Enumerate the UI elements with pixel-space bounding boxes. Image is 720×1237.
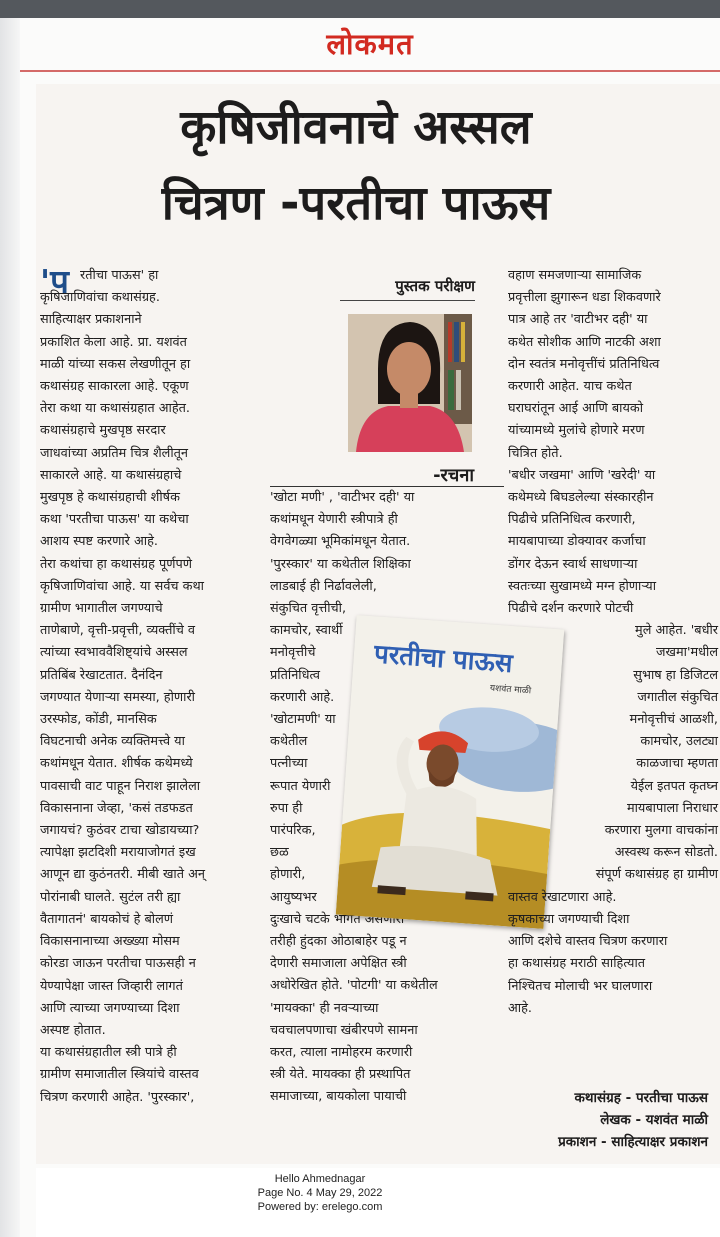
- article-text-line: कथेतील: [270, 734, 308, 750]
- article-text-line: साहित्याक्षर प्रकाशनाने: [40, 312, 142, 328]
- article-text-line: चित्रण करणारी आहेत. 'पुरस्कार',: [40, 1089, 195, 1105]
- book-info-publisher: प्रकाशन - साहित्याक्षर प्रकाशन: [558, 1134, 708, 1150]
- article-text-line: डोंगर देऊन स्वार्थ साधणाऱ्या: [508, 556, 638, 572]
- cover-author: यशवंत माळी: [489, 683, 532, 697]
- article-text-line: जगातील संकुचित: [637, 689, 718, 705]
- article-text-line: कथासंग्रहाचे मुखपृष्ठ सरदार: [40, 423, 166, 439]
- article-text-line: काळजाचा म्हणता: [636, 756, 718, 772]
- article-text-line: छळ: [270, 845, 289, 861]
- masthead-rule: [20, 70, 720, 72]
- article-text-line: पात्र आहे तर 'वाटीभर दही' या: [508, 312, 648, 328]
- cover-title: परतीचा पाऊस: [372, 639, 514, 680]
- article-text-line: ताणेबाणे, वृत्ती-प्रवृत्ती, व्यक्तींचे व: [40, 623, 196, 639]
- article-text-line: प्रतिबिंब रेखाटतात. दैनंदिन: [40, 667, 163, 683]
- article-text-line: 'बधीर जखमा' आणि 'खरेदी' या: [508, 467, 656, 483]
- article-text-line: अस्पष्ट होतात.: [40, 1022, 106, 1038]
- article-text-line: करत, त्याला नामोहरम करणारी: [270, 1045, 413, 1061]
- article-text-line: 'खोटा मणी' , 'वाटीभर दही' या: [270, 490, 415, 505]
- article-text-line: विकासनानाच्या अख्ख्या मोसम: [40, 934, 180, 950]
- article-text-line: प्रकाशित केला आहे. प्रा. यशवंत: [40, 334, 187, 350]
- article-text-line: उरस्फोड, कोंडी, मानसिक: [40, 712, 157, 728]
- article-text-line: प्रवृत्तीला झुगारून धडा शिकवणारे: [508, 290, 661, 306]
- article-text-line: यांच्यामध्ये मुलांचे होणारे मरण: [508, 423, 645, 439]
- article-text-line: स्त्री येते. मायक्का ही प्रस्थापित: [270, 1067, 411, 1083]
- book-info-collection: कथासंग्रह - परतीचा पाऊस: [574, 1090, 708, 1106]
- article-headline: [36, 90, 676, 242]
- article-text-line: आशय स्पष्ट करणारे आहे.: [40, 534, 158, 550]
- newspaper-logo: लोकमत: [326, 27, 414, 61]
- article-text-line: कथा 'परतीचा पाऊस' या कथेचा: [40, 512, 189, 528]
- article-text-line: अस्वस्थ करून सोडतो.: [614, 845, 718, 861]
- article-text-line: वैतागातनं' बायकोचं हे बोलणं: [40, 911, 174, 927]
- article-text-line: चित्रित होते.: [508, 445, 563, 461]
- article-text-line: घराघरांतून आई आणि बायको: [508, 401, 644, 417]
- article-text-line: सुभाष हा डिजिटल: [633, 667, 718, 683]
- article-text-line: कृषकाच्या जगण्याची दिशा: [508, 911, 630, 927]
- article-text-line: रतीचा पाऊस' हा: [80, 268, 159, 283]
- article-text-line: आणि त्याच्या जगण्याच्या दिशा: [40, 1000, 180, 1016]
- author-tag: -रचना: [433, 465, 474, 486]
- article-text-line: मनोवृत्तीचे: [270, 645, 316, 661]
- article-text-line: माळी यांच्या सकस लेखणीतून हा: [40, 356, 191, 372]
- article-text-line: जाधवांच्या अप्रतिम चित्र शैलीतून: [40, 445, 189, 461]
- article-text-line: मुले आहेत. 'बधीर: [635, 623, 718, 639]
- article-text-line: कोरडा जाऊन परतीचा पाऊसही न: [40, 956, 196, 972]
- article-text-line: कथासंग्रह साकारला आहे. एकूण: [40, 379, 189, 395]
- article-text-line: रुपा ही: [270, 800, 303, 816]
- article-text-line: येण्यापेक्षा जास्त जिव्हारी लागतं: [40, 978, 183, 994]
- article-column-1: [40, 265, 265, 1109]
- article-text-line: अधोरेखित होते. 'पोटगी' या कथेतील: [270, 978, 438, 994]
- section-label: पुस्तक परीक्षण: [395, 277, 475, 295]
- article-text-line: जगायचं? कुठंवर टाचा खोडायच्या?: [40, 823, 200, 839]
- article-text-line: करणारी आहे.: [270, 689, 335, 705]
- article-text-line: दोन स्वतंत्र मनोवृत्तींचं प्रतिनिधित्व: [508, 356, 660, 372]
- book-info-author: लेखक - यशवंत माळी: [600, 1112, 708, 1128]
- article-text-line: विघटनाची अनेक व्यक्तिमत्त्वे या: [40, 734, 185, 750]
- article-text-line: हा कथासंग्रह मराठी साहित्यात: [508, 956, 646, 972]
- article-text-line: मायबापाच्या डोक्यावर कर्जाचा: [508, 534, 646, 550]
- article-text-line: तरीही हुंदका ओठाबाहेर पडू न: [270, 934, 407, 950]
- footer-powered-by: Powered by: erelego.com: [257, 1201, 383, 1213]
- article-text-line: होणारी,: [270, 867, 306, 883]
- article-text-line: करणारा मुलगा वाचकांना: [604, 823, 718, 839]
- article-text-line: करणारी आहेत. याच कथेत: [508, 379, 632, 395]
- article-text-line: रूपात येणारी: [270, 778, 331, 794]
- article-text-line: निश्चितच मोलाची भर घालणारा: [508, 978, 653, 994]
- article-text-line: तेरा कथा या कथासंग्रहात आहेत.: [40, 401, 190, 417]
- headline-line-2: चित्रण -परतीचा पाऊस: [161, 176, 551, 231]
- article-text-line: 'खोटामणी' या: [270, 712, 336, 728]
- article-text-line: कथेमध्ये बिघडलेल्या संस्कारहीन: [508, 490, 654, 506]
- article-column-3: [508, 265, 718, 1020]
- article-text-line: आणून द्या कुठंनतरी. मीबी खाते अन्: [40, 867, 205, 883]
- article-text-line: चवचालपणाचा खंबीरपणे सामना: [270, 1022, 418, 1038]
- article-text-line: 'मायक्का' ही नवऱ्याच्या: [270, 1000, 379, 1016]
- article-text-line: पारंपरिक,: [270, 823, 316, 839]
- article-text-line: आहे.: [508, 1000, 532, 1016]
- article-text-line: पिढीचे दर्शन करणारे पोटची: [508, 601, 634, 617]
- article-text-line: देणारी समाजाला अपेक्षित स्त्री: [270, 956, 407, 972]
- article-text-line: जखमा'मधील: [656, 645, 718, 661]
- article-text-line: दुःखाचे चटके भोगत असणारी: [270, 911, 405, 927]
- article-text-line: त्यांच्या स्वभाववैशिष्ट्यांचे अस्सल: [40, 645, 188, 661]
- article-text-line: ग्रामीण भागातील जगण्याचे: [40, 601, 163, 617]
- article-text-line: मनोवृत्तीचं आळशी,: [629, 712, 718, 728]
- article-text-line: मायबापाला निराधार: [626, 800, 718, 816]
- article-text-line: कथेत सोशीक आणि नाटकी अशा: [508, 334, 661, 350]
- article-text-line: पत्नीच्या: [270, 756, 308, 772]
- footer-page-date: Page No. 4 May 29, 2022: [257, 1187, 383, 1199]
- section-rule: [340, 300, 475, 301]
- article-text-line: त्यापेक्षा झटदिशी मरायाजोगतं इख: [40, 845, 196, 861]
- drop-cap: 'प: [40, 262, 69, 301]
- article-text-line: विकासनाना जेव्हा, 'कसं तडफडत: [40, 800, 193, 816]
- article-text-line: तेरा कथांचा हा कथासंग्रह पूर्णपणे: [40, 556, 193, 572]
- article-text-line: आयुष्यभर: [270, 889, 317, 905]
- footer-edition: Hello Ahmednagar: [274, 1173, 366, 1185]
- status-bar: [0, 0, 720, 18]
- article-text-line: मुखपृष्ठ हे कथासंग्रहाची शीर्षक: [40, 490, 180, 506]
- article-text-line: कथांमधून येणारी स्त्रीपात्रे ही: [270, 512, 398, 528]
- article-text-line: आणि दशेचे वास्तव चित्रण करणारा: [508, 934, 668, 950]
- article-text-line: कृषिजाणिवांचा कथासंग्रह.: [40, 290, 160, 306]
- article-text-line: साकारले आहे. या कथासंग्रहाचे: [40, 467, 182, 483]
- article-text-line: संकुचित वृत्तीची,: [270, 601, 347, 617]
- article-text-line: संपूर्ण कथासंग्रह हा ग्रामीण: [595, 867, 718, 883]
- article-text-line: येईल इतपत कृतघ्न: [630, 778, 718, 794]
- article-text-line: या कथासंग्रहातील स्त्री पात्रे ही: [40, 1045, 177, 1061]
- article-text-line: वेगवेगळ्या भूमिकांमधून येतात.: [270, 534, 411, 550]
- article-text-line: पिढीचे प्रतिनिधित्व करणारी,: [508, 512, 636, 528]
- article-text-line: कथांमधून येतात. शीर्षक कथेमध्ये: [40, 756, 193, 772]
- book-info-box: [508, 1087, 708, 1153]
- masthead: [20, 18, 720, 70]
- article-text-line: कामचोर, स्वार्थी: [270, 623, 343, 639]
- article-text-line: स्वतःच्या सुखामध्ये मग्न होणाऱ्या: [508, 578, 657, 594]
- article-text-line: ग्रामीण समाजातील स्त्रियांचे वास्तव: [40, 1067, 199, 1083]
- article-text-line: जगण्यात येणाऱ्या समस्या, होणारी: [40, 689, 196, 705]
- footer-text: [200, 1172, 440, 1214]
- article-text-line: कृषिजाणिवांचा आहे. या सर्वच कथा: [40, 578, 204, 594]
- article-text-line: लाडबाई ही निर्ढावलेली,: [270, 578, 377, 594]
- article-text-line: कामचोर, उलट्या: [640, 734, 718, 750]
- headline-line-1: कृषिजीवनाचे अस्सल: [180, 100, 532, 155]
- article-text-line: 'पुरस्कार' या कथेतील शिक्षिका: [270, 556, 411, 572]
- page-edge-shadow: [0, 18, 20, 1237]
- article-text-line: वहाण समजणाऱ्या सामाजिक: [508, 268, 642, 283]
- article-text-line: वास्तव रेखाटणारा आहे.: [508, 889, 617, 905]
- article-text-line: समाजाच्या, बायकोला पायाची: [270, 1089, 407, 1105]
- article-text-line: प्रतिनिधित्व: [270, 667, 320, 683]
- article-text-line: पावसाची वाट पाहून निराश झालेला: [40, 778, 201, 794]
- article-text-line: पोरांनाबी घालते. सुटंल तरी ह्या: [40, 889, 181, 905]
- author-photo: [348, 314, 472, 452]
